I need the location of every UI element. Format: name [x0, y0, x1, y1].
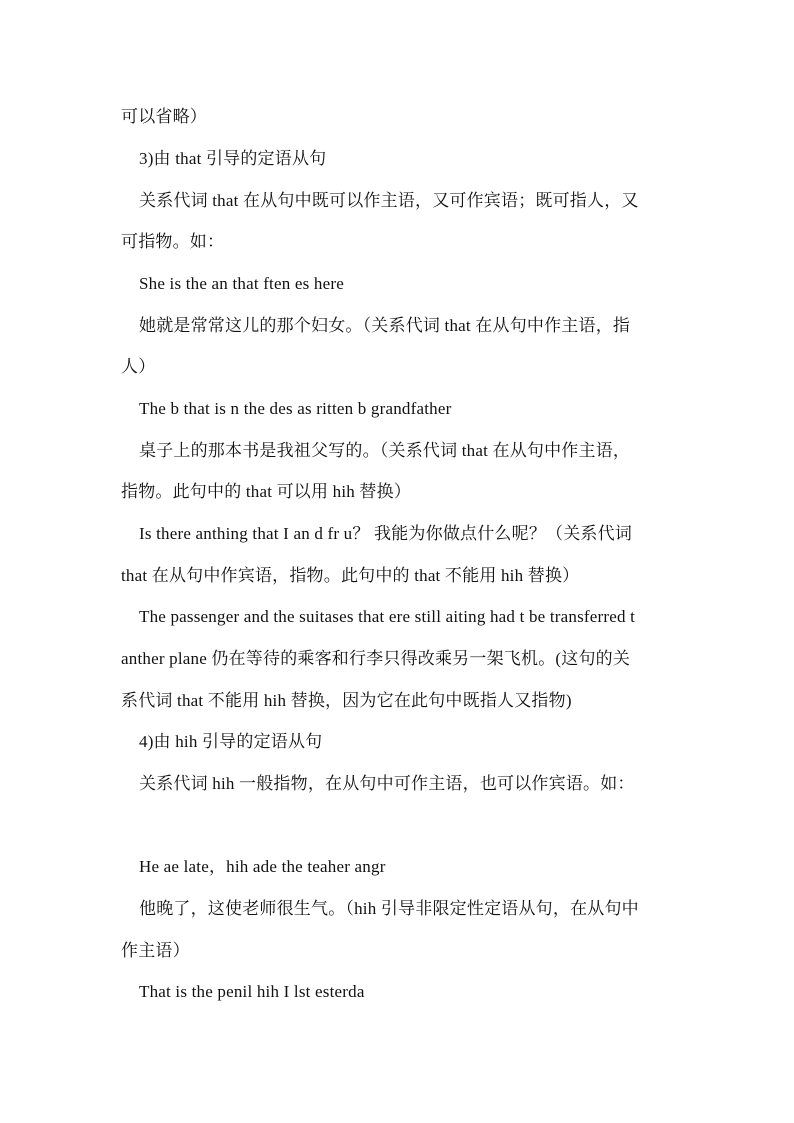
example-sentence-4: The passenger and the suitases that ere still aiting had t be transferred t — [139, 607, 636, 626]
text-line-10: 指物。此句中的 that 可以用 hih 替换） — [121, 482, 412, 501]
translation-line-5: 他晚了，这使老师很生气。（hih 引导非限定性定语从句，在从句中 — [139, 899, 639, 918]
text-line-7: 人） — [121, 357, 156, 376]
section-heading-3: 3)由 that 引导的定语从句 — [139, 149, 327, 168]
example-sentence-1: She is the an that ften es here — [139, 274, 344, 293]
section-heading-4: 4)由 hih 引导的定语从句 — [139, 732, 323, 751]
example-sentence-3: Is there anthing that I an d fr u？ 我能为你做点什么呢？（关系代词 — [139, 524, 633, 543]
example-sentence-5: He ae late，hih ade the teaher angr — [139, 857, 386, 876]
translation-line-2: 桌子上的那本书是我祖父写的。（关系代词 that 在从句中作主语， — [139, 441, 631, 460]
text-line-14: anther plane 仍在等待的乘客和行李只得改乘另一架飞机。(这句的关 — [121, 649, 631, 668]
example-sentence-2: The b that is n the des as ritten b grandfather — [139, 399, 452, 418]
text-line-4: 可指物。如： — [121, 232, 225, 251]
text-line-3: 关系代词 that 在从句中既可以作主语，又可作宾语；既可指人，又 — [139, 191, 639, 210]
text-line-1: 可以省略） — [121, 107, 207, 126]
text-line-12: that 在从句中作宾语，指物。此句中的 that 不能用 hih 替换） — [121, 566, 580, 585]
translation-line-1: 她就是常常这儿的那个妇女。（关系代词 that 在从句中作主语，指 — [139, 316, 631, 335]
example-sentence-6: That is the penil hih I lst esterda — [139, 982, 365, 1001]
text-line-21: 作主语） — [121, 941, 190, 960]
text-line-15: 系代词 that 不能用 hih 替换，因为它在此句中既指人又指物) — [121, 691, 572, 710]
text-line-17: 关系代词 hih 一般指物，在从句中可作主语，也可以作宾语。如： — [139, 774, 635, 793]
